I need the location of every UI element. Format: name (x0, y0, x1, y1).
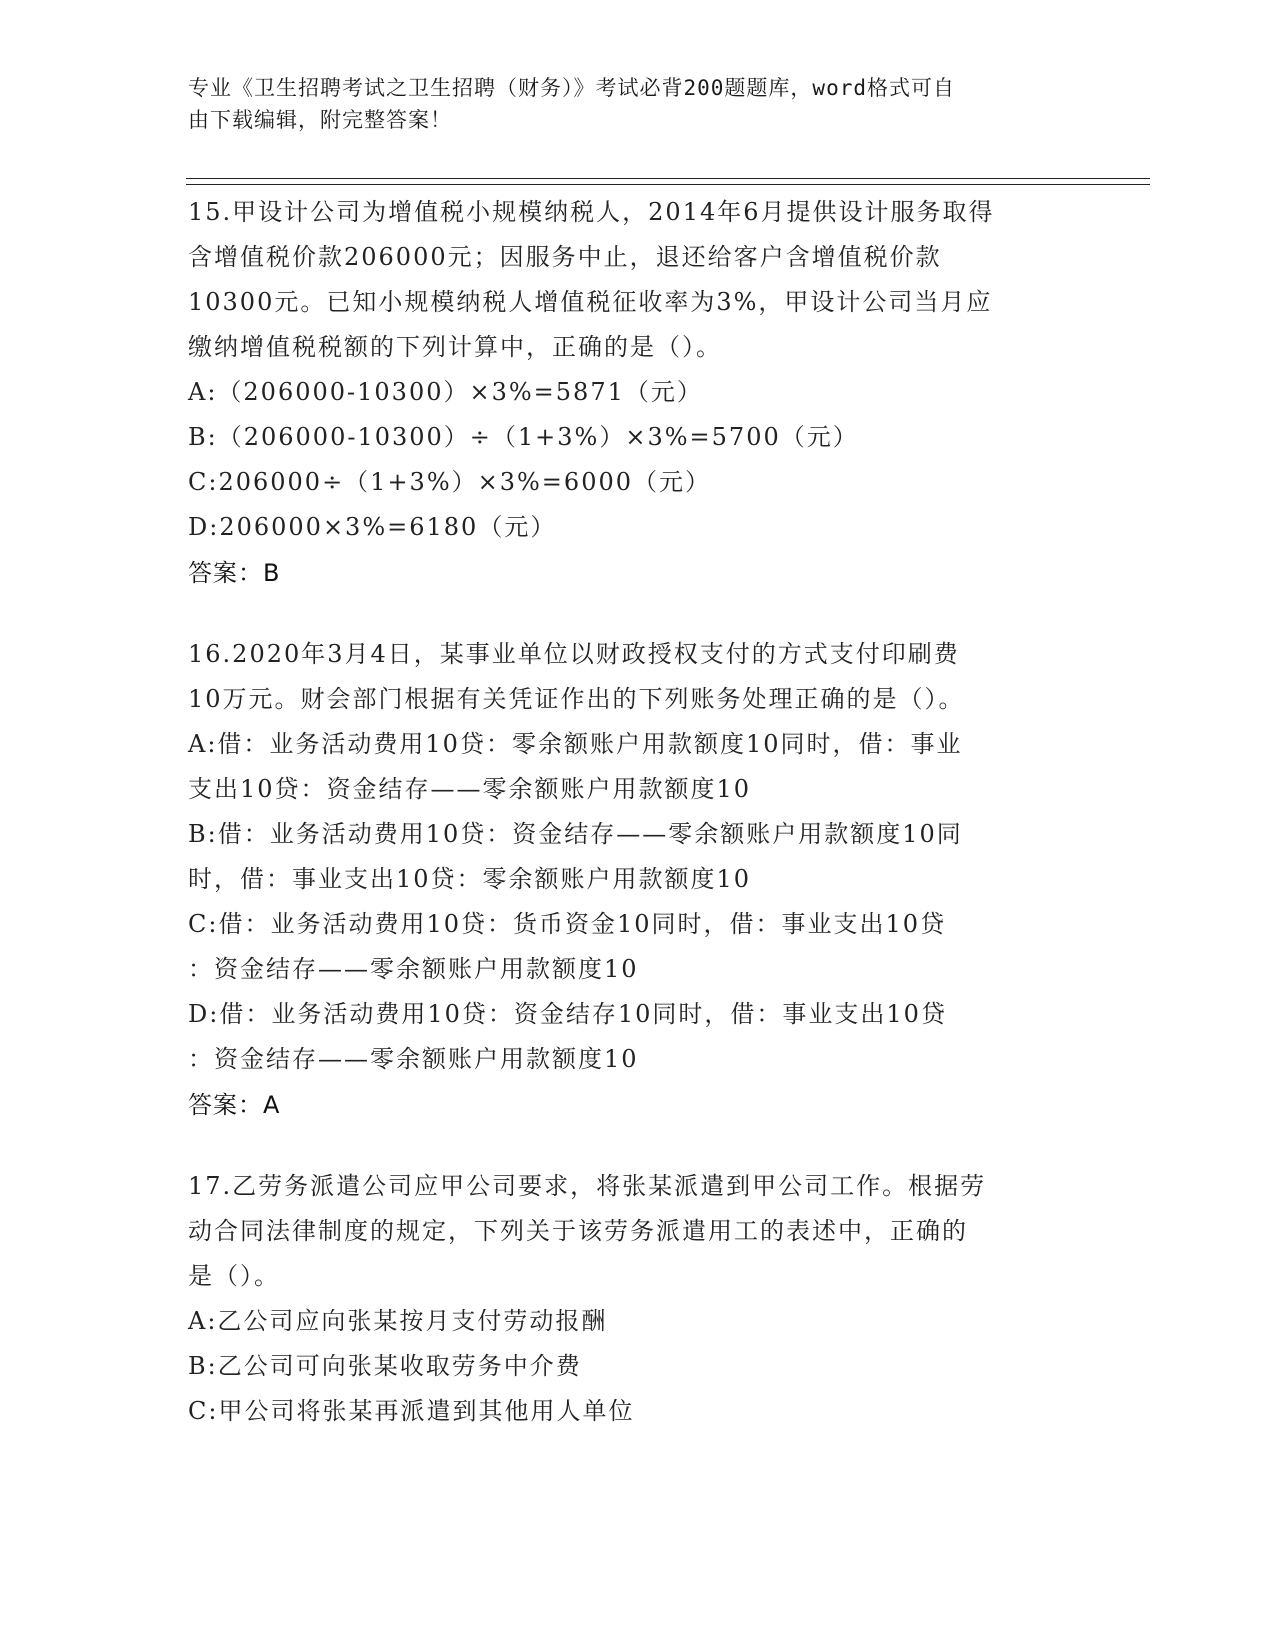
option-c: C:借：业务活动费用10贷：货币资金10同时，借：事业支出10贷 (188, 910, 947, 938)
option-d: D:206000×3%=6180（元） (188, 513, 557, 541)
question-stem-line: 10300元。已知小规模纳税人增值税征收率为3%，甲设计公司当月应 (188, 288, 993, 316)
question-stem-line: 缴纳增值税税额的下列计算中，正确的是（）。 (188, 333, 722, 361)
header-divider (186, 184, 1150, 185)
option-a: A:（206000-10300）×3%=5871（元） (188, 378, 703, 406)
option-a: A:乙公司应向张某按月支付劳动报酬 (188, 1307, 608, 1335)
question-stem-line: 15.甲设计公司为增值税小规模纳税人，2014年6月提供设计服务取得 (188, 198, 995, 226)
document-header (188, 72, 1068, 136)
question-stem-line: 含增值税价款206000元；因服务中止，退还给客户含增值税价款 (188, 243, 942, 271)
question-stem-line: 动合同法律制度的规定，下列关于该劳务派遣用工的表述中，正确的 (188, 1217, 968, 1245)
question-15 (188, 190, 1088, 596)
question-stem-line: 16.2020年3月4日，某事业单位以财政授权支付的方式支付印刷费 (188, 640, 960, 668)
header-divider (186, 178, 1150, 179)
option-b: B:乙公司可向张某收取劳务中介费 (188, 1352, 582, 1380)
question-stem-line: 17.乙劳务派遣公司应甲公司要求，将张某派遣到甲公司工作。根据劳 (188, 1172, 987, 1200)
option-d-continued: ：资金结存——零余额账户用款额度10 (188, 1045, 639, 1073)
option-c: C:206000÷（1+3%）×3%=6000（元） (188, 468, 711, 496)
option-d: D:借：业务活动费用10贷：资金结存10同时，借：事业支出10贷 (188, 1000, 947, 1028)
option-b: B:（206000-10300）÷（1+3%）×3%=5700（元） (188, 423, 859, 451)
option-c-continued: ：资金结存——零余额账户用款额度10 (188, 955, 639, 983)
header-line: 专业《卫生招聘考试之卫生招聘（财务）》考试必背200题题库，word格式可自 (188, 76, 955, 100)
question-16 (188, 632, 1088, 1128)
answer-label: 答案：B (188, 559, 281, 587)
question-list (188, 190, 1088, 1470)
option-a: A:借：业务活动费用10贷：零余额账户用款额度10同时，借：事业 (188, 730, 963, 758)
answer-label: 答案：A (188, 1091, 281, 1119)
option-a-continued: 支出10贷：资金结存——零余额账户用款额度10 (188, 775, 752, 803)
option-b: B:借：业务活动费用10贷：资金结存——零余额账户用款额度10同 (188, 820, 963, 848)
question-stem-line: 是（）。 (188, 1262, 280, 1290)
header-line: 由下载编辑，附完整答案！ (188, 108, 452, 132)
question-17 (188, 1164, 1088, 1434)
option-c: C:甲公司将张某再派遣到其他用人单位 (188, 1397, 635, 1425)
option-b-continued: 时，借：事业支出10贷：零余额账户用款额度10 (188, 865, 752, 893)
question-stem-line: 10万元。财会部门根据有关凭证作出的下列账务处理正确的是（）。 (188, 685, 965, 713)
